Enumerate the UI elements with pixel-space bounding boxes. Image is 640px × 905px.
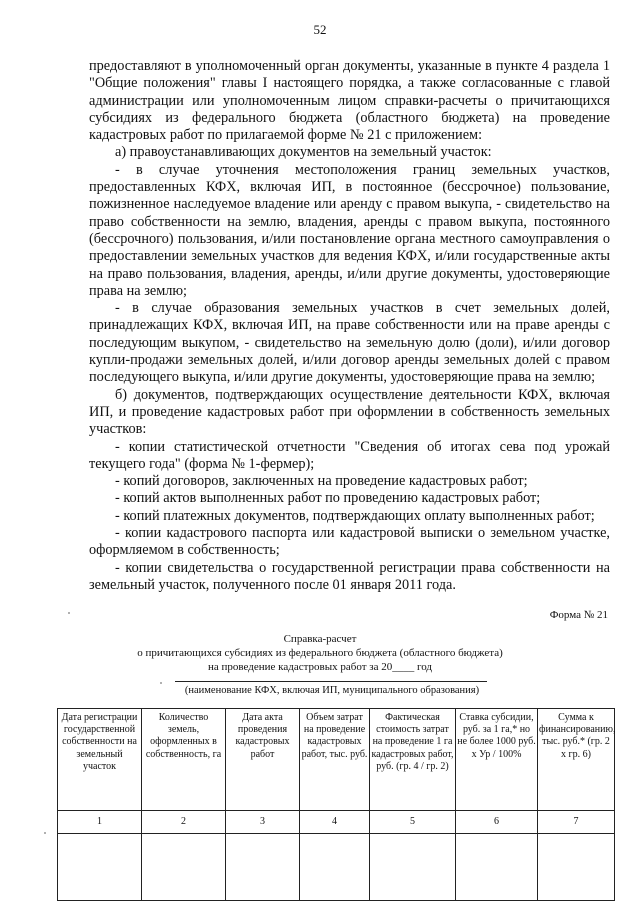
column-number-cell: 5 — [370, 811, 456, 834]
scan-speck — [68, 612, 70, 614]
body-paragraph: а) правоустанавливающих документов на земельный участок: — [115, 144, 492, 161]
table-header-row — [58, 709, 615, 811]
header-cell: Количество земель, оформленных в собственность, га — [142, 709, 226, 811]
column-number-cell: 6 — [456, 811, 538, 834]
document-body — [89, 58, 610, 594]
table-cell — [142, 834, 226, 901]
column-number-cell: 2 — [142, 811, 226, 834]
column-number-row — [58, 811, 615, 834]
body-paragraph: б) документов, подтверждающих осуществление деятельности КФХ, включая ИП, и проведение кадастровых работ при оформлении в собственность земельных участков: — [89, 386, 610, 438]
table-cell — [300, 834, 370, 901]
form-number-label: Форма № 21 — [549, 609, 608, 621]
column-number-cell: 1 — [58, 811, 142, 834]
form-title-line: Справка-расчет — [283, 633, 357, 645]
table-cell — [58, 834, 142, 901]
table-cell — [370, 834, 456, 901]
column-number-cell: 4 — [300, 811, 370, 834]
header-cell: Фактическая стоимость затрат на проведение 1 га кадастровых работ, руб. (гр. 4 / гр. 2) — [370, 709, 456, 811]
table-cell — [538, 834, 615, 901]
body-paragraph: - копий актов выполненных работ по проведению кадастровых работ; — [115, 490, 541, 507]
organization-name-line — [175, 681, 487, 682]
body-paragraph: предоставляют в уполномоченный орган документы, указанные в пункте 4 раздела 1 "Общие положения" главы I настоящего порядка, а также согласованные с главой администрации или уполномоченным лицом справки-расчеты о причитающихся субсидиях из федерального бюджета (областного бюджета) на проведение кадастровых работ по прилагаемой форме № 21 с приложением: — [89, 58, 610, 144]
subsidy-calculation-table — [57, 708, 615, 901]
table-row — [58, 834, 615, 901]
table-cell — [456, 834, 538, 901]
header-cell: Дата акта проведения кадастровых работ — [226, 709, 300, 811]
organization-name-caption: (наименование КФХ, включая ИП, муниципального образования) — [184, 685, 480, 696]
header-cell: Ставка субсидии, руб. за 1 га,* но не более 1000 руб. х Ур / 100% — [456, 709, 538, 811]
body-paragraph: - копии кадастрового паспорта или кадастровой выписки о земельном участке, оформляемом в собственность; — [89, 525, 610, 559]
header-cell: Объем затрат на проведение кадастровых работ, тыс. руб. — [300, 709, 370, 811]
body-paragraph: - в случае образования земельных участков в счет земельных долей, принадлежащих КФХ, включая ИП, на праве собственности или на праве аренды с последующим выкупом, - свидетельство на земельную долю (доли), и/или договор купли-продажи земельных долей, и/или договор аренды земельных долей с правом последующего выкупа, и/или другие документы, удостоверяющие права на землю; — [89, 300, 610, 386]
header-cell: Дата регистрации государственной собственности на земельный участок — [58, 709, 142, 811]
body-paragraph: - копий платежных документов, подтверждающих оплату выполненных работ; — [115, 507, 595, 524]
scan-speck — [160, 682, 162, 684]
header-cell: Сумма к финансированию, тыс. руб.* (гр. 2 х гр. 6) — [538, 709, 615, 811]
body-paragraph: - копий договоров, заключенных на проведение кадастровых работ; — [115, 473, 528, 490]
column-number-cell: 7 — [538, 811, 615, 834]
page-number: 52 — [313, 22, 327, 37]
body-paragraph: - копии свидетельства о государственной регистрации права собственности на земельный участок, полученного после 01 января 2011 года. — [89, 559, 610, 593]
form-title — [0, 632, 640, 674]
scan-speck — [44, 832, 46, 834]
body-paragraph: - копии статистической отчетности "Сведения об итогах сева под урожай текущего года" (форма № 1-фермер); — [89, 438, 610, 472]
table-cell — [226, 834, 300, 901]
form-subtitle-line: о причитающихся субсидиях из федерального бюджета (областного бюджета) — [137, 647, 503, 659]
form-period-line: на проведение кадастровых работ за 20____ год — [208, 661, 432, 673]
column-number-cell: 3 — [226, 811, 300, 834]
body-paragraph: - в случае уточнения местоположения границ земельных участков, предоставленных КФХ, включая ИП, в постоянное (бессрочное) пользование, пожизненное наследуемое владение или аренду с правом выкупа, - свидетельство на право собственности на землю, владения, аренды с правом выкупа, постоянного (бессрочного) пользования, и/или постановление органа местного самоуправления о предоставлении земельных участков для ведения КФХ, и/или государственные акты на право пользования, владения, аренды, и/или другие документы, удостоверяющие права на землю; — [89, 161, 610, 299]
